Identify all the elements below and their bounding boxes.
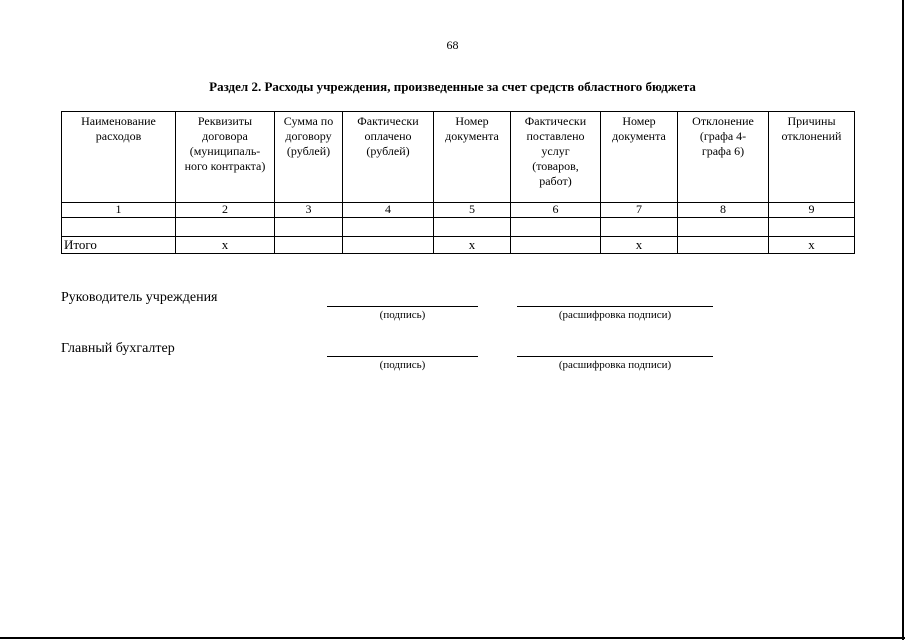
head-decoding-caption: (расшифровка подписи): [558, 309, 672, 321]
column-number-cell: 4: [343, 203, 434, 218]
head-decoding-line: [517, 306, 713, 307]
total-cell: [511, 237, 601, 254]
header-cell: [434, 112, 511, 203]
header-cell: [343, 112, 434, 203]
total-cell: х: [176, 237, 275, 254]
expenses-table: [61, 111, 855, 254]
header-line: (графа 4-: [699, 129, 747, 143]
accountant-decoding-line: [517, 356, 713, 357]
total-cell: х: [601, 237, 678, 254]
header-line: (рублей): [286, 144, 331, 158]
column-number-cell: 8: [678, 203, 769, 218]
data-cell: [511, 218, 601, 237]
data-cell: [769, 218, 855, 237]
data-cell: [62, 218, 176, 237]
header-cell: [678, 112, 769, 203]
header-line: документа: [612, 129, 666, 143]
data-cell: [678, 218, 769, 237]
data-cell: [343, 218, 434, 237]
column-number-cell: 1: [62, 203, 176, 218]
header-line: (рублей): [366, 144, 410, 158]
header-line: оплачено: [364, 129, 412, 143]
header-line: Сумма по: [283, 114, 334, 128]
data-cell: [275, 218, 343, 237]
data-cell: [176, 218, 275, 237]
header-line: работ): [539, 174, 572, 188]
total-cell: х: [769, 237, 855, 254]
header-line: Реквизиты: [197, 114, 253, 128]
column-number-cell: 5: [434, 203, 511, 218]
total-label: Итого: [62, 237, 176, 254]
header-line: договора: [202, 129, 248, 143]
header-cell: [601, 112, 678, 203]
header-line: Отклонение: [692, 114, 754, 128]
header-line: Фактически: [524, 114, 587, 128]
accountant-signature-line: [327, 356, 478, 357]
column-number-cell: 3: [275, 203, 343, 218]
column-number-row: [62, 203, 855, 218]
section-title: Раздел 2. Расходы учреждения, произведенные за счет средств областного бюджета: [209, 79, 696, 94]
total-cell: [343, 237, 434, 254]
table-row: [62, 218, 855, 237]
header-line: графа 6): [701, 144, 745, 158]
header-row: [62, 112, 855, 203]
header-line: расходов: [95, 129, 142, 143]
header-line: Номер: [622, 114, 656, 128]
header-line: услуг: [541, 144, 570, 158]
accountant-signature-caption: (подпись): [379, 359, 426, 371]
page-border-right: [902, 0, 904, 640]
header-line: ного контракта): [184, 159, 266, 173]
header-cell: [62, 112, 176, 203]
column-number-cell: 9: [769, 203, 855, 218]
header-line: Наименование: [81, 114, 156, 128]
column-number-cell: 6: [511, 203, 601, 218]
head-signature-caption: (подпись): [379, 309, 426, 321]
total-cell: х: [434, 237, 511, 254]
header-line: Номер: [455, 114, 489, 128]
header-cell: [511, 112, 601, 203]
page-number: 68: [446, 38, 459, 52]
accountant-decoding-caption: (расшифровка подписи): [558, 359, 672, 371]
head-of-institution-label: Руководитель учреждения: [61, 290, 218, 305]
total-row: [62, 237, 855, 254]
header-line: отклонений: [781, 129, 842, 143]
header-line: (муниципаль-: [189, 144, 261, 158]
total-cell: [275, 237, 343, 254]
total-cell: [678, 237, 769, 254]
header-line: поставлено: [526, 129, 585, 143]
header-cell: [275, 112, 343, 203]
header-line: документа: [445, 129, 499, 143]
data-cell: [601, 218, 678, 237]
head-signature-line: [327, 306, 478, 307]
header-cell: [176, 112, 275, 203]
header-line: Фактически: [357, 114, 419, 128]
page-border-bottom: [0, 637, 905, 639]
column-number-cell: 2: [176, 203, 275, 218]
header-line: Причины: [787, 114, 836, 128]
column-number-cell: 7: [601, 203, 678, 218]
header-line: договору: [285, 129, 332, 143]
data-cell: [434, 218, 511, 237]
chief-accountant-label: Главный бухгалтер: [61, 341, 175, 356]
header-line: (товаров,: [532, 159, 579, 173]
header-cell: [769, 112, 855, 203]
